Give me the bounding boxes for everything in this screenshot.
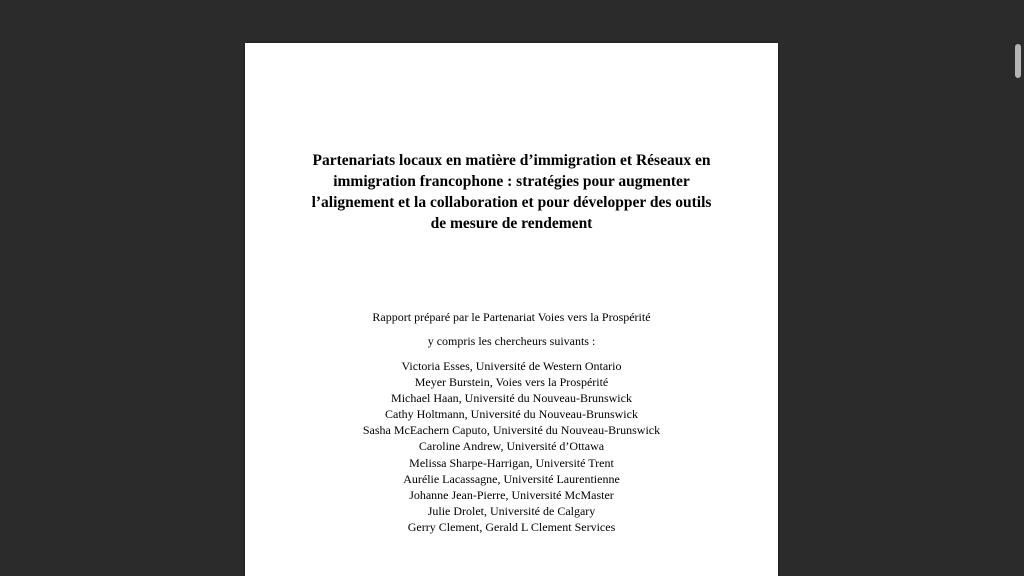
researcher-entry: Cathy Holtmann, Université du Nouveau-Brunswick xyxy=(385,407,638,422)
researchers-intro-text: y compris les chercheurs suivants : xyxy=(427,334,596,348)
researchers-list xyxy=(245,358,778,535)
researcher-entry: Melissa Sharpe-Harrigan, Université Trent xyxy=(409,455,614,470)
researcher-entry: Sasha McEachern Caputo, Université du Nouveau-Brunswick xyxy=(362,423,661,438)
vertical-scrollbar[interactable] xyxy=(1010,0,1024,576)
researcher-entry: Meyer Burstein, Voies vers la Prospérité xyxy=(414,375,609,390)
researcher-entry: Johanne Jean-Pierre, Université McMaster xyxy=(409,487,614,502)
title-line: Partenariats locaux en matière d’immigration et Réseaux en xyxy=(312,152,711,169)
researcher-entry: Julie Drolet, Université de Calgary xyxy=(427,503,596,518)
prepared-by-text: Rapport préparé par le Partenariat Voies vers la Prospérité xyxy=(372,310,651,324)
researcher-entry: Michael Haan, Université du Nouveau-Brunswick xyxy=(391,391,632,406)
title-line: de mesure de rendement xyxy=(430,215,593,232)
document-title xyxy=(245,150,778,234)
researcher-entry: Gerry Clement, Gerald L Clement Services xyxy=(407,519,616,534)
document-page xyxy=(245,43,778,576)
researcher-entry: Aurélie Lacassagne, Université Laurentienne xyxy=(403,471,620,486)
researcher-entry: Victoria Esses, Université de Western Ontario xyxy=(401,359,622,373)
scrollbar-thumb[interactable] xyxy=(1015,44,1021,78)
title-line: l’alignement et la collaboration et pour développer des outils xyxy=(311,194,712,211)
researcher-entry: Caroline Andrew, Université d’Ottawa xyxy=(418,439,605,454)
title-line: immigration francophone : stratégies pour augmenter xyxy=(333,173,690,190)
